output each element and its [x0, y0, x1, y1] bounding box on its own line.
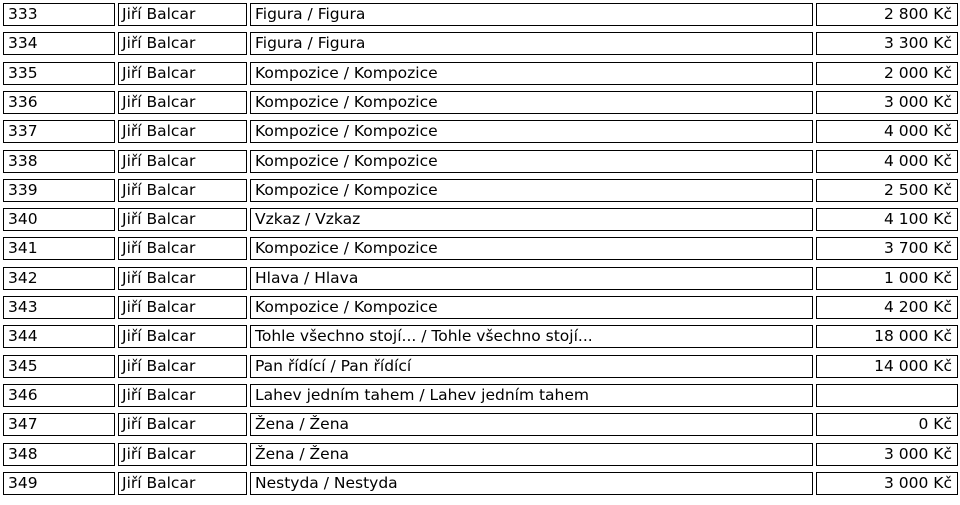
artwork-title-cell: Kompozice / Kompozice — [250, 91, 813, 114]
artwork-title-cell: Figura / Figura — [250, 3, 813, 26]
table-row — [0, 88, 960, 117]
table-row — [0, 147, 960, 176]
artwork-title-cell: Pan řídící / Pan řídící — [250, 355, 813, 378]
author-cell: Jiří Balcar — [118, 443, 247, 466]
artwork-number-cell: 338 — [3, 150, 115, 173]
price-cell: 1 000 Kč — [816, 267, 958, 290]
price-cell: 4 100 Kč — [816, 208, 958, 231]
author-cell: Jiří Balcar — [118, 296, 247, 319]
table-row — [0, 0, 960, 29]
artwork-title-cell: Kompozice / Kompozice — [250, 150, 813, 173]
price-cell: 18 000 Kč — [816, 325, 958, 348]
table-row — [0, 381, 960, 410]
author-cell: Jiří Balcar — [118, 120, 247, 143]
author-cell: Jiří Balcar — [118, 325, 247, 348]
table-row — [0, 176, 960, 205]
artwork-title-cell: Lahev jedním tahem / Lahev jedním tahem — [250, 384, 813, 407]
author-cell: Jiří Balcar — [118, 32, 247, 55]
artwork-title-cell: Kompozice / Kompozice — [250, 179, 813, 202]
price-cell: 3 300 Kč — [816, 32, 958, 55]
artwork-title-cell: Nestyda / Nestyda — [250, 472, 813, 495]
artwork-number-cell: 347 — [3, 413, 115, 436]
price-cell: 0 Kč — [816, 413, 958, 436]
table-row — [0, 469, 960, 498]
table-row — [0, 59, 960, 88]
table-row — [0, 234, 960, 263]
artwork-title-cell: Kompozice / Kompozice — [250, 237, 813, 260]
price-cell: 14 000 Kč — [816, 355, 958, 378]
table-row — [0, 29, 960, 58]
artwork-number-cell: 344 — [3, 325, 115, 348]
table-row — [0, 440, 960, 469]
artwork-number-cell: 343 — [3, 296, 115, 319]
author-cell: Jiří Balcar — [118, 62, 247, 85]
author-cell: Jiří Balcar — [118, 208, 247, 231]
table-row — [0, 293, 960, 322]
author-cell: Jiří Balcar — [118, 384, 247, 407]
artwork-title-cell: Tohle všechno stojí... / Tohle všechno stojí... — [250, 325, 813, 348]
table-row — [0, 117, 960, 146]
price-cell: 2 000 Kč — [816, 62, 958, 85]
author-cell: Jiří Balcar — [118, 179, 247, 202]
artwork-number-cell: 335 — [3, 62, 115, 85]
artwork-number-cell: 334 — [3, 32, 115, 55]
table-row — [0, 322, 960, 351]
table-row — [0, 205, 960, 234]
artwork-number-cell: 341 — [3, 237, 115, 260]
price-cell: 3 000 Kč — [816, 472, 958, 495]
artwork-number-cell: 346 — [3, 384, 115, 407]
artwork-number-cell: 345 — [3, 355, 115, 378]
artwork-number-cell: 349 — [3, 472, 115, 495]
price-cell — [816, 384, 958, 407]
author-cell: Jiří Balcar — [118, 355, 247, 378]
artwork-title-cell: Figura / Figura — [250, 32, 813, 55]
price-cell: 4 200 Kč — [816, 296, 958, 319]
table-row — [0, 352, 960, 381]
author-cell: Jiří Balcar — [118, 413, 247, 436]
price-cell: 4 000 Kč — [816, 150, 958, 173]
artwork-number-cell: 340 — [3, 208, 115, 231]
artwork-number-cell: 333 — [3, 3, 115, 26]
artwork-title-cell: Vzkaz / Vzkaz — [250, 208, 813, 231]
price-cell: 2 500 Kč — [816, 179, 958, 202]
price-cell: 3 000 Kč — [816, 91, 958, 114]
artwork-title-cell: Kompozice / Kompozice — [250, 120, 813, 143]
artwork-number-cell: 339 — [3, 179, 115, 202]
artwork-title-cell: Žena / Žena — [250, 413, 813, 436]
artwork-title-cell: Hlava / Hlava — [250, 267, 813, 290]
author-cell: Jiří Balcar — [118, 150, 247, 173]
artwork-number-cell: 336 — [3, 91, 115, 114]
price-cell: 2 800 Kč — [816, 3, 958, 26]
author-cell: Jiří Balcar — [118, 91, 247, 114]
artwork-title-cell: Kompozice / Kompozice — [250, 296, 813, 319]
author-cell: Jiří Balcar — [118, 472, 247, 495]
author-cell: Jiří Balcar — [118, 267, 247, 290]
artwork-title-cell: Kompozice / Kompozice — [250, 62, 813, 85]
author-cell: Jiří Balcar — [118, 3, 247, 26]
table-row — [0, 264, 960, 293]
price-cell: 3 000 Kč — [816, 443, 958, 466]
artwork-number-cell: 337 — [3, 120, 115, 143]
table-row — [0, 410, 960, 439]
artwork-title-cell: Žena / Žena — [250, 443, 813, 466]
price-cell: 3 700 Kč — [816, 237, 958, 260]
price-cell: 4 000 Kč — [816, 120, 958, 143]
author-cell: Jiří Balcar — [118, 237, 247, 260]
artwork-number-cell: 348 — [3, 443, 115, 466]
artwork-number-cell: 342 — [3, 267, 115, 290]
